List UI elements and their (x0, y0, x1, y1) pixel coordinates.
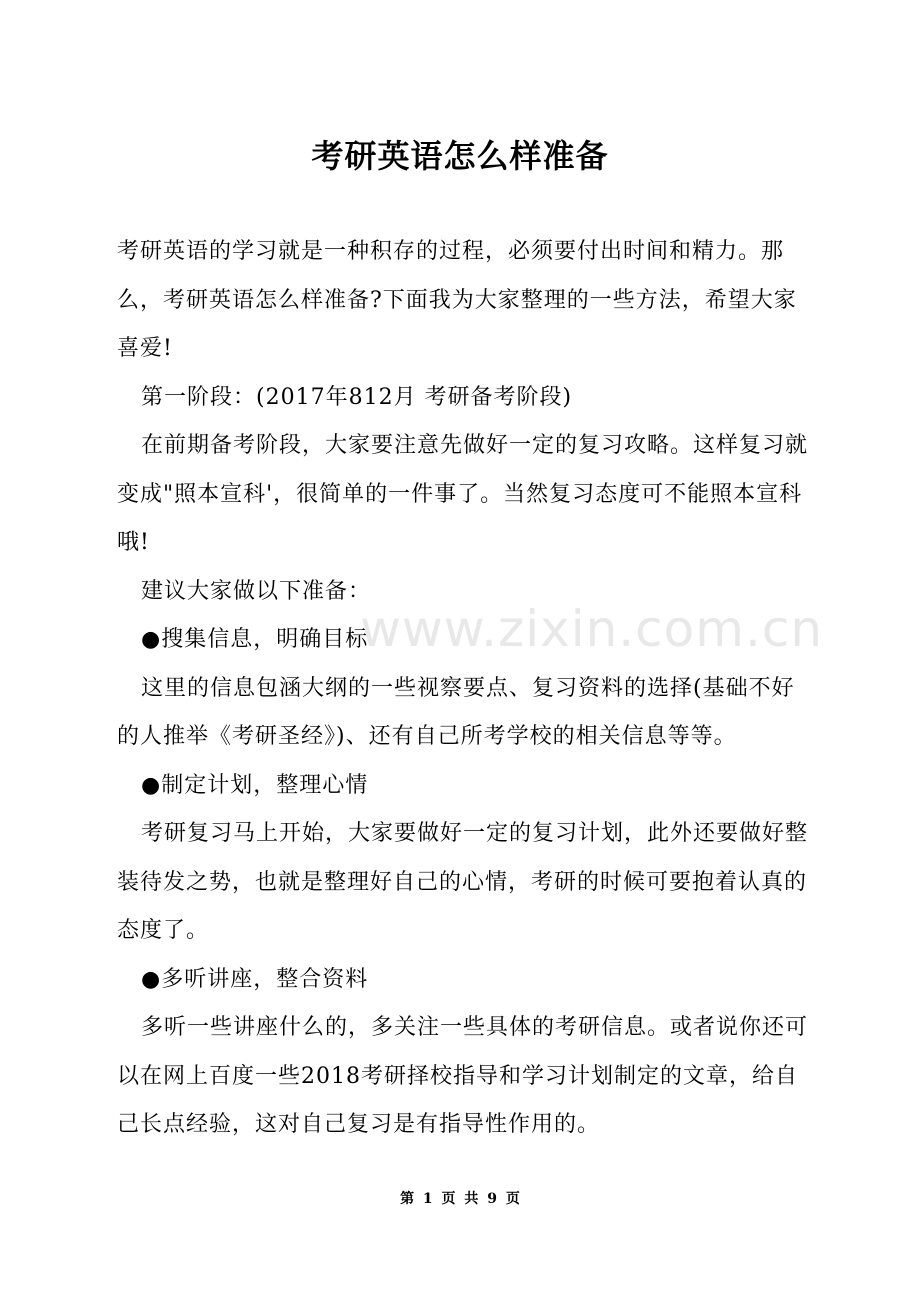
paragraph-intro: 考研英语的学习就是一种积存的过程，必须要付出时间和精力。那么，考研英语怎么样准备?下面我为大家整理的一些方法，希望大家喜爱! (117, 239, 797, 361)
paragraph-review-strategy: 在前期备考阶段，大家要注意先做好一定的复习攻略。这样复习就变成"照本宣科'，很简单的一件事了。当然复习态度可不能照本宣科哦! (117, 433, 809, 555)
paragraph-info-details: 这里的信息包涵大纲的一些视察要点、复习资料的选择(基础不好的人推举《考研圣经》)、还有自己所考学校的相关信息等等。 (117, 675, 795, 749)
paragraph-stage-heading: 第一阶段：(2017年812月 考研备考阶段) (141, 384, 573, 410)
page-title: 考研英语怎么样准备 (311, 137, 609, 175)
page-number-footer: 第 1 页 共 9 页 (400, 1191, 520, 1207)
bullet-make-plan: ●制定计划，整理心情 (141, 772, 369, 798)
bullet-collect-info: ●搜集信息，明确目标 (141, 627, 369, 652)
paragraph-lecture-details: 多听一些讲座什么的，多关注一些具体的考研信息。或者说你还可以在网上百度一些2018考研择校指导和学习计划制定的文章，给自己长点经验，这对自己复习是有指导性作用的。 (117, 1015, 809, 1137)
document-body (117, 228, 817, 1150)
watermark-text: www.zixin.com.cn (360, 600, 824, 658)
paragraph-plan-details: 考研复习马上开始，大家要做好一定的复习计划，此外还要做好整装待发之势，也就是整理好自己的心情，考研的时候可要抱着认真的态度了。 (117, 821, 809, 943)
bullet-attend-lectures: ●多听讲座，整合资料 (141, 966, 369, 992)
paragraph-suggestion: 建议大家做以下准备： (141, 578, 372, 604)
